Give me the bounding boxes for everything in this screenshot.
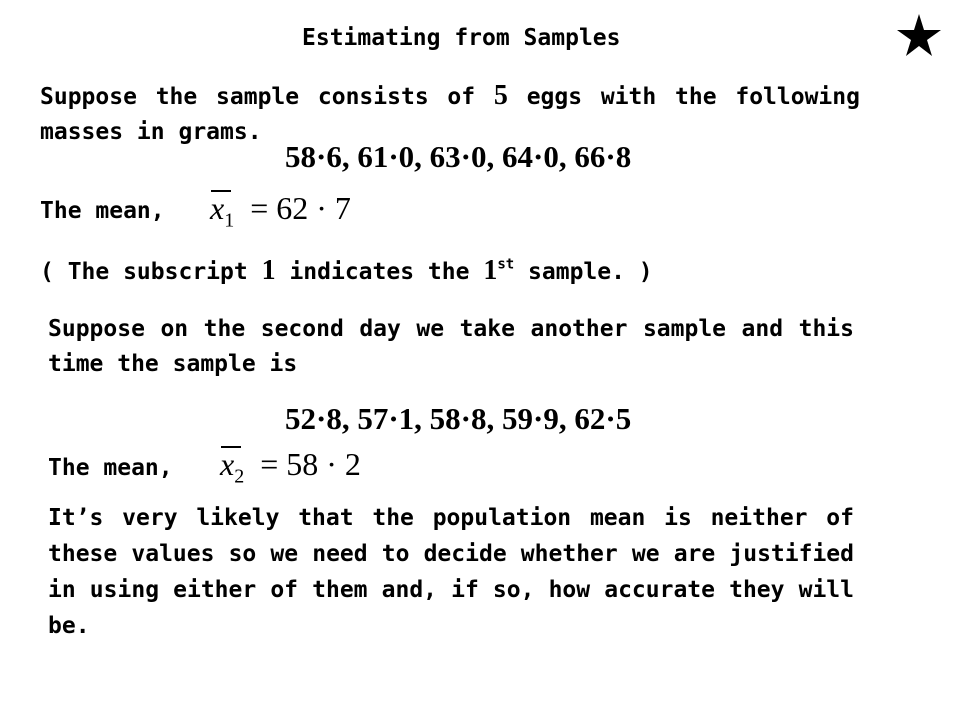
mean2-symbol: x xyxy=(220,446,235,482)
second-day-paragraph: Suppose on the second day we take another sample and this time the sample is xyxy=(48,316,854,377)
mean2-value: = 58 · 2 xyxy=(260,446,361,482)
mean1-formula xyxy=(210,190,351,232)
note-text-3: sample. ) xyxy=(528,259,653,285)
star-icon xyxy=(896,12,942,58)
mean2-formula xyxy=(220,446,361,488)
note-ordinal: 1st xyxy=(483,255,515,286)
note-number: 1 xyxy=(261,255,276,286)
page-title: Estimating from Samples xyxy=(302,25,621,51)
mean1-label: The mean, xyxy=(40,198,165,224)
mean2-label: The mean, xyxy=(48,455,173,481)
mean1-symbol: x xyxy=(210,190,225,226)
intro-text-after: eggs with the following masses in grams. xyxy=(40,84,860,145)
sample2-values: 52·8, 57·1, 58·8, 59·9, 62·5 xyxy=(285,401,632,436)
mean1-subscript: 1 xyxy=(224,209,235,232)
sample1-values: 58·6, 61·0, 63·0, 64·0, 66·8 xyxy=(285,139,632,174)
sample-size: 5 xyxy=(493,80,508,111)
note-text-2: indicates the xyxy=(289,259,470,285)
conclusion-paragraph: It’s very likely that the population mean is neither of these values so we need to decide whether we are justified in using either of them and, if so, how accurate they will be. xyxy=(48,505,854,639)
subscript-note xyxy=(40,255,653,287)
mean1-value: = 62 · 7 xyxy=(250,190,351,226)
note-text-1: ( The subscript xyxy=(40,259,248,285)
mean2-subscript: 2 xyxy=(234,465,245,488)
intro-text-before: Suppose the sample consists of xyxy=(40,84,476,110)
